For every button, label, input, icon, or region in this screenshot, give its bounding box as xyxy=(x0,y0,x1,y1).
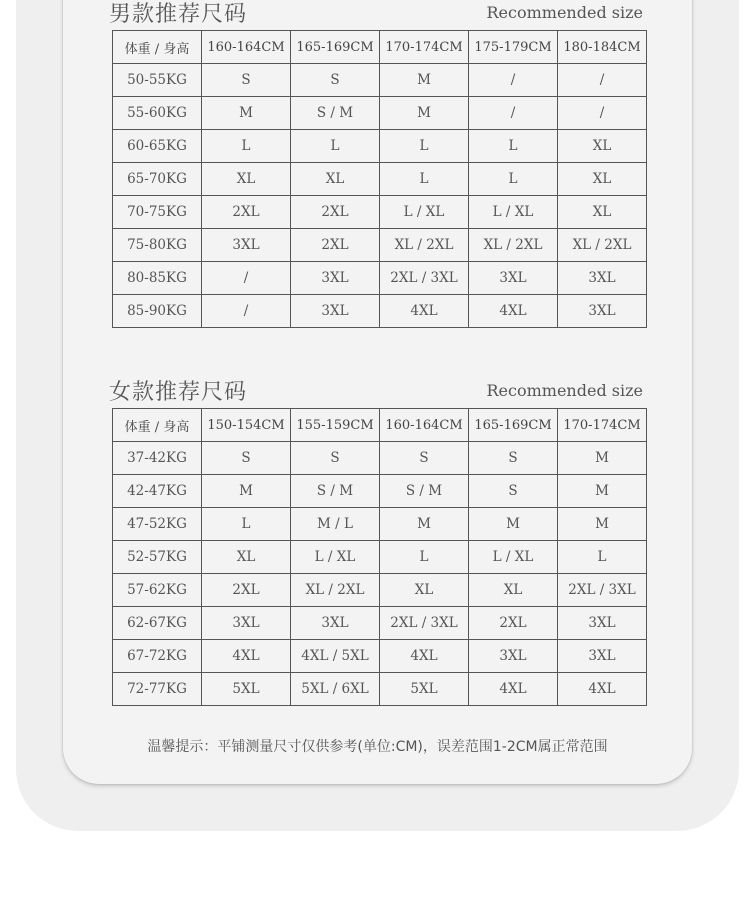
size-cell: XL xyxy=(202,163,291,196)
size-cell: 2XL xyxy=(291,229,380,262)
table-row xyxy=(113,442,647,475)
size-cell: S / M xyxy=(380,475,469,508)
weight-cell: 67-72KG xyxy=(113,640,202,673)
size-cell: 2XL xyxy=(202,196,291,229)
size-cell: 2XL xyxy=(291,196,380,229)
men-size-table xyxy=(112,30,647,328)
size-cell: 4XL xyxy=(469,673,558,706)
table-row xyxy=(113,508,647,541)
header-cell-height: 165-169CM xyxy=(291,31,380,64)
size-cell: XL / 2XL xyxy=(469,229,558,262)
size-cell: S xyxy=(291,64,380,97)
women-section-title: 女款推荐尺码 xyxy=(109,380,248,405)
size-cell: / xyxy=(469,97,558,130)
weight-cell: 37-42KG xyxy=(113,442,202,475)
size-cell: 3XL xyxy=(291,295,380,328)
weight-cell: 75-80KG xyxy=(113,229,202,262)
table-row xyxy=(113,64,647,97)
table-row xyxy=(113,541,647,574)
weight-cell: 65-70KG xyxy=(113,163,202,196)
size-cell: 4XL / 5XL xyxy=(291,640,380,673)
header-cell-height: 150-154CM xyxy=(202,409,291,442)
size-cell: M / L xyxy=(291,508,380,541)
size-cell: / xyxy=(202,262,291,295)
table-row xyxy=(113,574,647,607)
weight-cell: 80-85KG xyxy=(113,262,202,295)
header-cell-weight-height: 体重 / 身高 xyxy=(113,31,202,64)
size-cell: S xyxy=(469,442,558,475)
size-cell: 4XL xyxy=(558,673,647,706)
size-cell: XL / 2XL xyxy=(291,574,380,607)
table-row xyxy=(113,196,647,229)
table-row xyxy=(113,607,647,640)
size-cell: 3XL xyxy=(558,640,647,673)
size-cell: S xyxy=(202,64,291,97)
size-cell: XL xyxy=(558,130,647,163)
size-cell: M xyxy=(202,475,291,508)
weight-cell: 47-52KG xyxy=(113,508,202,541)
header-cell-height: 155-159CM xyxy=(291,409,380,442)
size-cell: / xyxy=(558,97,647,130)
weight-cell: 70-75KG xyxy=(113,196,202,229)
size-cell: XL xyxy=(202,541,291,574)
size-cell: XL / 2XL xyxy=(380,229,469,262)
size-cell: M xyxy=(380,508,469,541)
women-size-table xyxy=(112,408,647,706)
size-cell: M xyxy=(558,508,647,541)
weight-cell: 60-65KG xyxy=(113,130,202,163)
weight-cell: 42-47KG xyxy=(113,475,202,508)
women-section-subtitle: Recommended size xyxy=(486,381,643,400)
size-cell: 2XL / 3XL xyxy=(380,607,469,640)
header-cell-height: 165-169CM xyxy=(469,409,558,442)
weight-cell: 85-90KG xyxy=(113,295,202,328)
table-row xyxy=(113,163,647,196)
size-cell: L xyxy=(291,130,380,163)
size-cell: M xyxy=(558,475,647,508)
size-cell: 3XL xyxy=(202,229,291,262)
weight-cell: 62-67KG xyxy=(113,607,202,640)
size-cell: 5XL xyxy=(202,673,291,706)
size-cell: 4XL xyxy=(380,640,469,673)
header-cell-height: 170-174CM xyxy=(558,409,647,442)
measurement-note: 温馨提示：平铺测量尺寸仅供参考(单位:CM)，误差范围1-2CM属正常范围 xyxy=(147,739,608,755)
size-cell: 3XL xyxy=(469,262,558,295)
table-row xyxy=(113,640,647,673)
size-cell: L xyxy=(380,541,469,574)
table-row xyxy=(113,295,647,328)
size-cell: 4XL xyxy=(202,640,291,673)
size-cell: M xyxy=(558,442,647,475)
table-row xyxy=(113,97,647,130)
size-cell: 3XL xyxy=(558,295,647,328)
size-cell: S / M xyxy=(291,475,380,508)
size-cell: L / XL xyxy=(291,541,380,574)
size-cell: / xyxy=(202,295,291,328)
men-section-header xyxy=(109,0,643,27)
men-section-subtitle: Recommended size xyxy=(486,3,643,22)
weight-cell: 50-55KG xyxy=(113,64,202,97)
table-row xyxy=(113,130,647,163)
size-cell: S xyxy=(380,442,469,475)
size-cell: 2XL xyxy=(469,607,558,640)
size-cell: 3XL xyxy=(558,607,647,640)
size-cell: L xyxy=(380,163,469,196)
header-cell-height: 160-164CM xyxy=(380,409,469,442)
header-cell-height: 180-184CM xyxy=(558,31,647,64)
table-row xyxy=(113,262,647,295)
size-cell: XL / 2XL xyxy=(558,229,647,262)
weight-cell: 52-57KG xyxy=(113,541,202,574)
weight-cell: 55-60KG xyxy=(113,97,202,130)
size-cell: XL xyxy=(291,163,380,196)
size-cell: XL xyxy=(558,196,647,229)
size-cell: 5XL / 6XL xyxy=(291,673,380,706)
size-cell: L xyxy=(202,130,291,163)
size-cell: XL xyxy=(380,574,469,607)
size-cell: 2XL / 3XL xyxy=(558,574,647,607)
size-cell: 3XL xyxy=(291,262,380,295)
size-cell: 5XL xyxy=(380,673,469,706)
table-row xyxy=(113,673,647,706)
size-cell: S xyxy=(291,442,380,475)
size-cell: 3XL xyxy=(202,607,291,640)
size-cell: L xyxy=(202,508,291,541)
size-cell: / xyxy=(469,64,558,97)
size-cell: XL xyxy=(558,163,647,196)
size-cell: 3XL xyxy=(291,607,380,640)
weight-cell: 57-62KG xyxy=(113,574,202,607)
women-section-header xyxy=(109,375,643,405)
table-row xyxy=(113,475,647,508)
size-cell: M xyxy=(202,97,291,130)
size-cell: 3XL xyxy=(469,640,558,673)
size-cell: M xyxy=(380,64,469,97)
size-cell: L xyxy=(558,541,647,574)
size-cell: 3XL xyxy=(558,262,647,295)
size-cell: 2XL / 3XL xyxy=(380,262,469,295)
size-cell: XL xyxy=(469,574,558,607)
header-cell-height: 160-164CM xyxy=(202,31,291,64)
size-cell: 4XL xyxy=(380,295,469,328)
size-cell: L xyxy=(380,130,469,163)
weight-cell: 72-77KG xyxy=(113,673,202,706)
header-cell-height: 170-174CM xyxy=(380,31,469,64)
size-cell: S xyxy=(469,475,558,508)
size-cell: M xyxy=(380,97,469,130)
size-cell: 2XL xyxy=(202,574,291,607)
size-cell: L / XL xyxy=(469,196,558,229)
header-cell-weight-height: 体重 / 身高 xyxy=(113,409,202,442)
size-cell: L / XL xyxy=(380,196,469,229)
size-cell: S / M xyxy=(291,97,380,130)
table-header-row xyxy=(113,409,647,442)
size-cell: L xyxy=(469,130,558,163)
table-header-row xyxy=(113,31,647,64)
size-cell: L xyxy=(469,163,558,196)
size-cell: L / XL xyxy=(469,541,558,574)
size-cell: 4XL xyxy=(469,295,558,328)
size-cell: S xyxy=(202,442,291,475)
size-cell: M xyxy=(469,508,558,541)
header-cell-height: 175-179CM xyxy=(469,31,558,64)
size-cell: / xyxy=(558,64,647,97)
table-row xyxy=(113,229,647,262)
men-section-title: 男款推荐尺码 xyxy=(109,2,248,27)
